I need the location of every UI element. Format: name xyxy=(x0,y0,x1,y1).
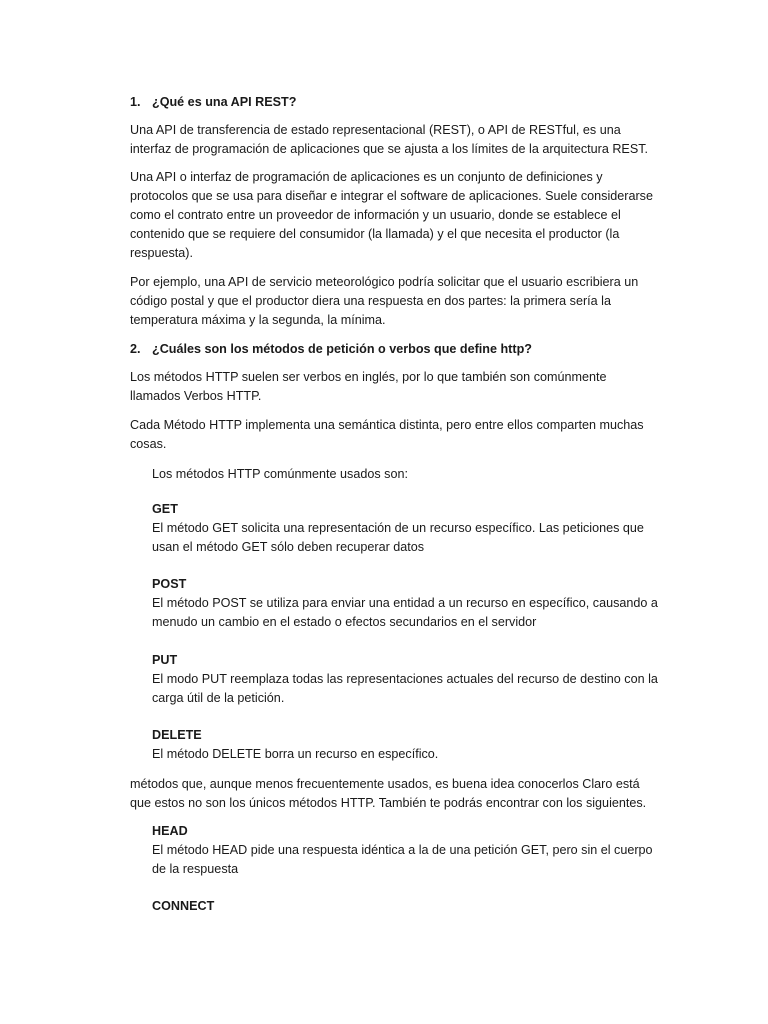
method-name: POST xyxy=(152,577,187,591)
paragraph-weather-example: Por ejemplo, una API de servicio meteorológico podría solicitar que el usuario escribiera un código postal y que el productor diera una respuesta en dos partes: la primera sería la temperatura máxima y la segunda, la mínima. xyxy=(130,275,639,327)
paragraph-rest-definition: Una API de transferencia de estado representacional (REST), o API de RESTful, es una interfaz de programación de aplicaciones que se ajusta a los límites de la arquitectura REST. xyxy=(130,123,649,156)
paragraph-other-methods: métodos que, aunque menos frecuentemente usados, es buena idea conocerlos Claro está que estos no son los únicos métodos HTTP. También te podrás encontrar con los siguientes. xyxy=(130,777,647,810)
question-1-title: ¿Qué es una API REST? xyxy=(152,95,297,109)
method-delete xyxy=(152,726,660,764)
method-description: El método GET solicita una representación de un recurso específico. Las peticiones que usan el método GET sólo deben recuperar datos xyxy=(152,521,644,554)
paragraph-http-verbs: Los métodos HTTP suelen ser verbos en inglés, por lo que también son comúnmente llamados Verbos HTTP. xyxy=(130,370,607,403)
question-2-number: 2. xyxy=(130,342,141,356)
method-description: El método DELETE borra un recurso en específico. xyxy=(152,747,439,761)
method-name: DELETE xyxy=(152,728,202,742)
method-description: El método HEAD pide una respuesta idéntica a la de una petición GET, pero sin el cuerpo de la respuesta xyxy=(152,843,653,876)
question-1-number: 1. xyxy=(130,95,141,109)
method-name: CONNECT xyxy=(152,899,215,913)
method-description: El modo PUT reemplaza todas las representaciones actuales del recurso de destino con la carga útil de la petición. xyxy=(152,672,658,705)
paragraph-api-definition: Una API o interfaz de programación de aplicaciones es un conjunto de definiciones y protocolos que se usa para diseñar e integrar el software de aplicaciones. Suele considerarse como el contrato entre un proveedor de información y un usuario, donde se establece el contenido que se requiere del consumidor (la llamada) y el que necesita el productor (la respuesta). xyxy=(130,170,653,260)
method-put xyxy=(152,651,660,708)
paragraph-common-methods-intro: Los métodos HTTP comúnmente usados son: xyxy=(152,467,408,481)
method-name: HEAD xyxy=(152,824,188,838)
method-name: GET xyxy=(152,502,178,516)
method-name: PUT xyxy=(152,653,178,667)
method-post xyxy=(152,575,660,632)
method-head xyxy=(152,822,660,879)
method-description: El método POST se utiliza para enviar una entidad a un recurso en específico, causando a menudo un cambio en el estado o efectos secundarios en el servidor xyxy=(152,596,658,629)
question-1-heading xyxy=(130,93,660,112)
question-2-title: ¿Cuáles son los métodos de petición o verbos que define http? xyxy=(152,342,532,356)
method-connect xyxy=(152,897,660,916)
paragraph-http-semantics: Cada Método HTTP implementa una semántica distinta, pero entre ellos comparten muchas cosas. xyxy=(130,418,644,451)
question-2-heading xyxy=(130,340,660,359)
method-get xyxy=(152,500,660,557)
